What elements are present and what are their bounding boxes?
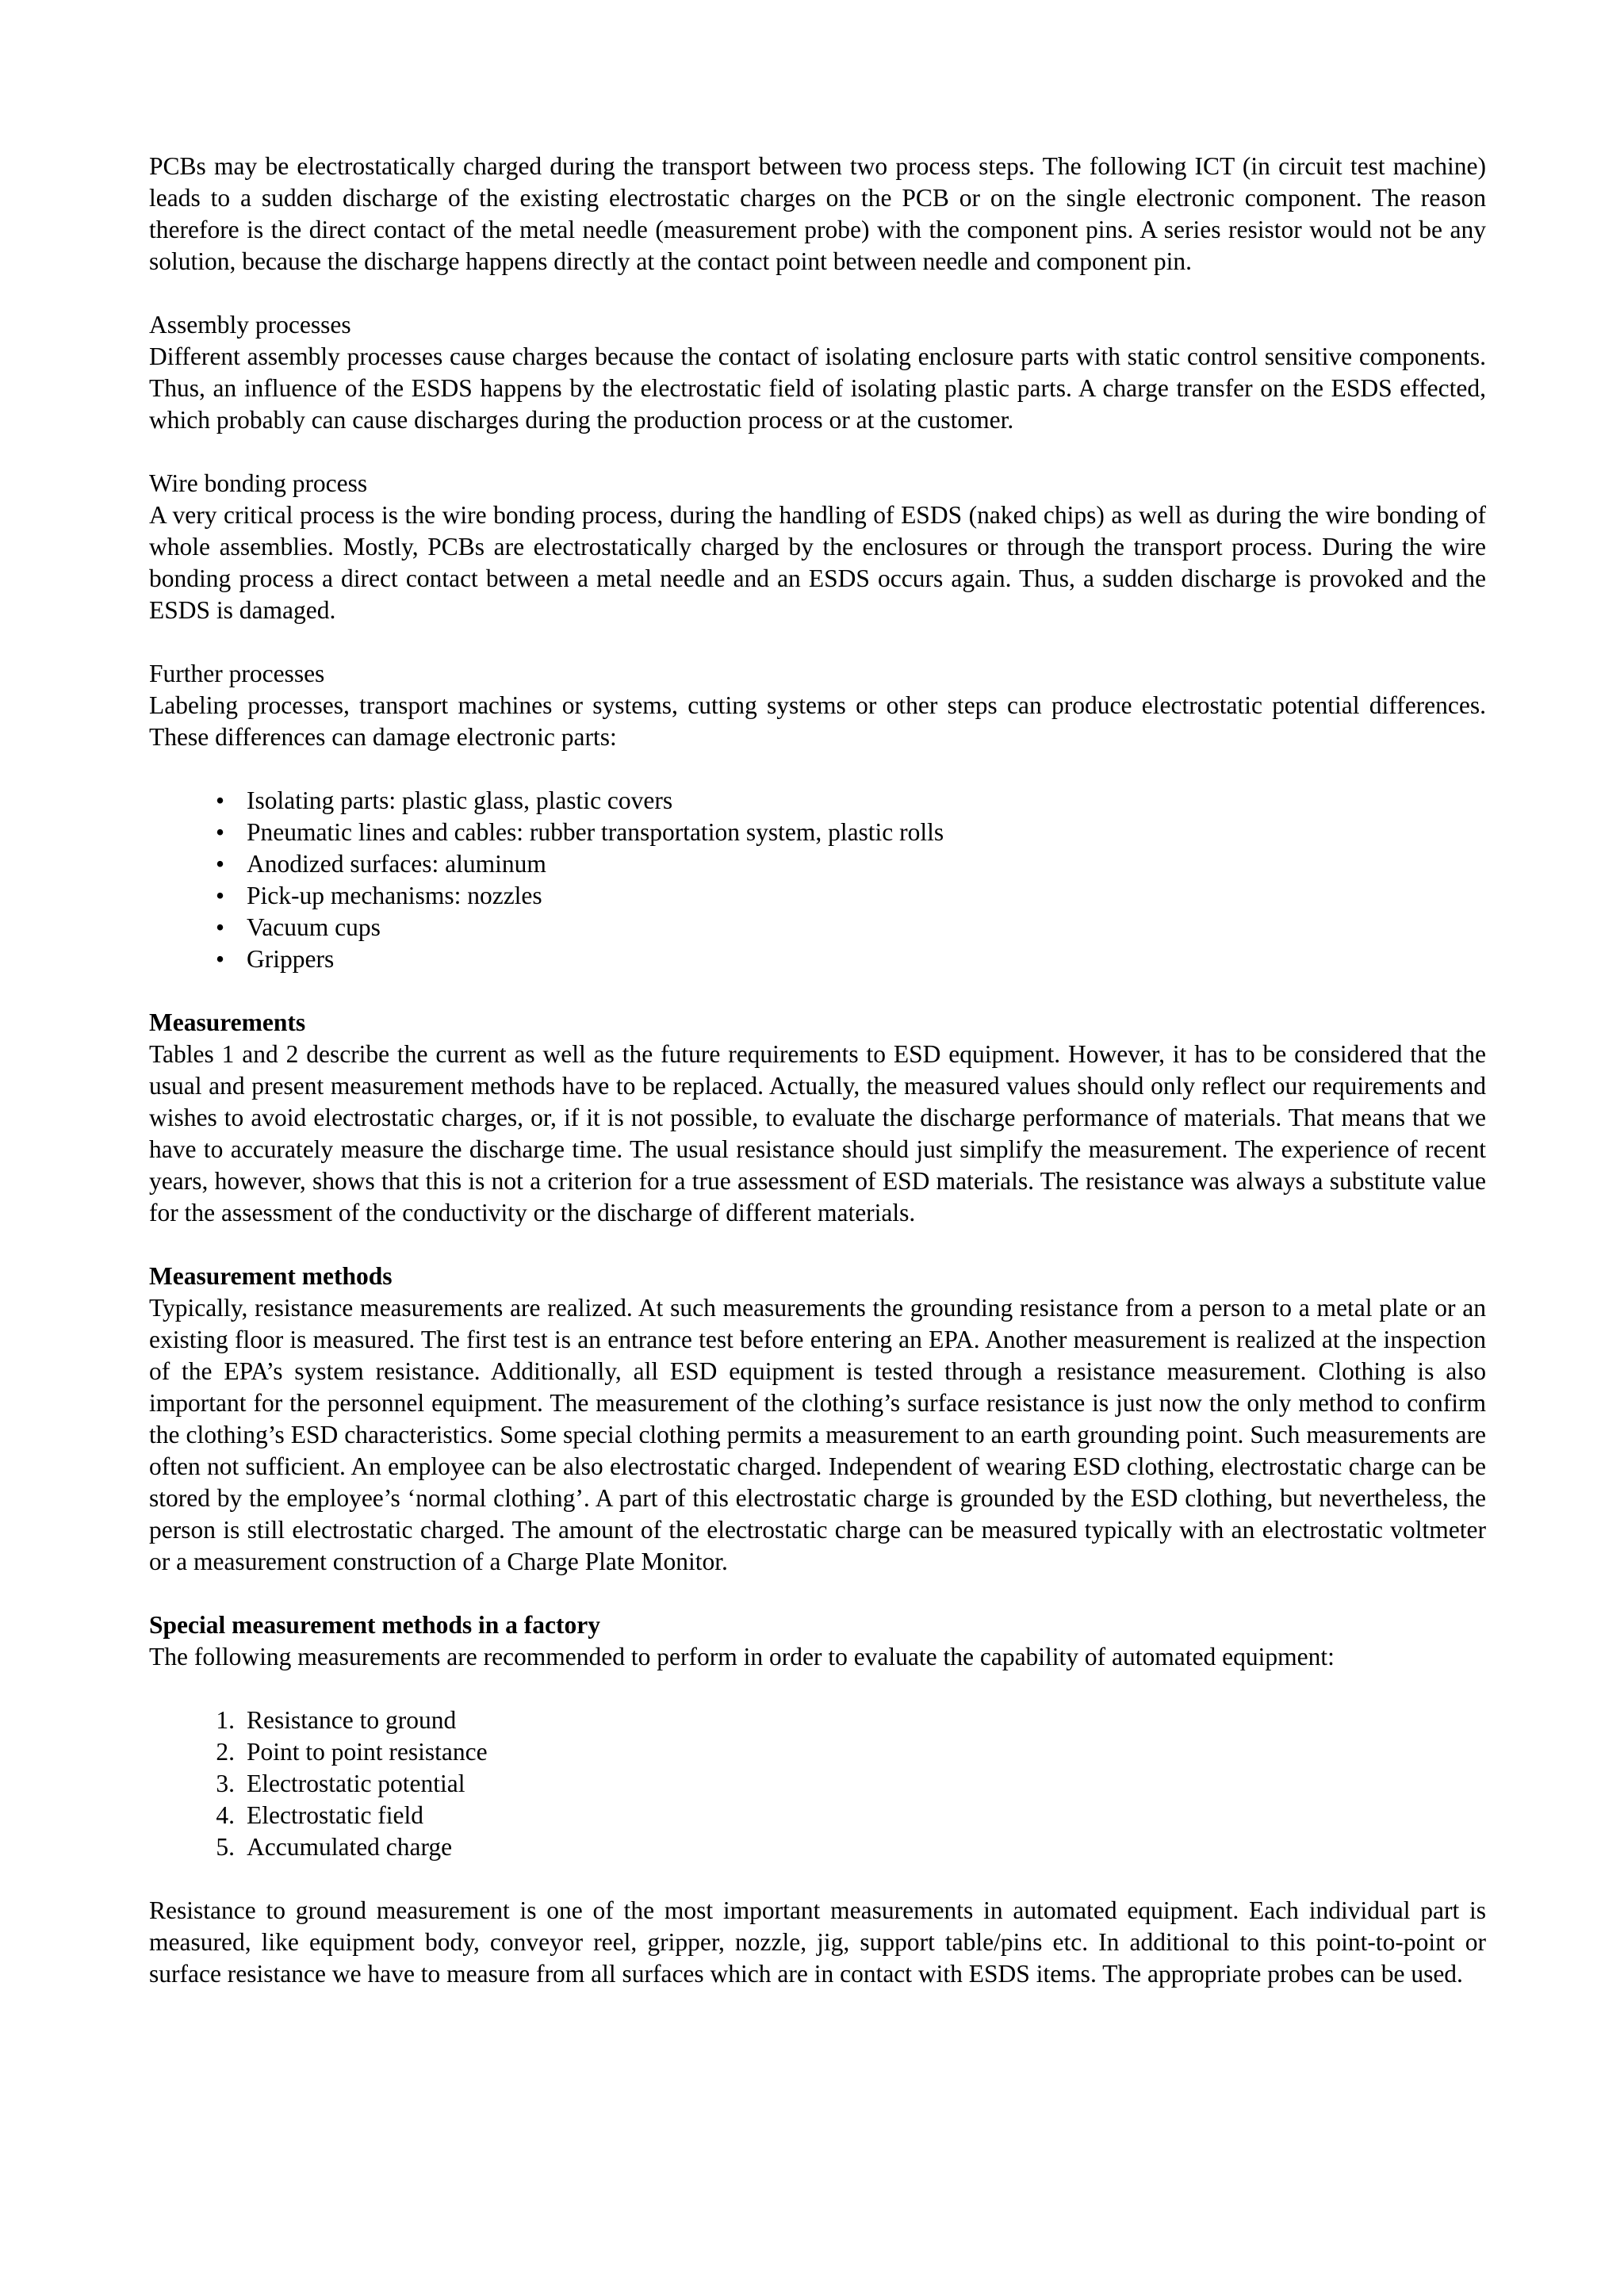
measurement-list	[149, 1705, 1486, 1863]
bullet-marker: •	[216, 945, 225, 973]
list-item	[149, 1831, 1486, 1863]
document-page	[149, 151, 1486, 2022]
measurements-section	[149, 1007, 1486, 1229]
list-item	[149, 785, 1486, 817]
intro-paragraph: PCBs may be electrostatically charged during the transport between two process steps. The following ICT (in circuit test machine) leads to a sudden discharge of the existing electrostatic charges on the PCB or on the single electronic component. The reason therefore is the direct contact of the metal needle (measurement probe) with the component pins. A series resistor would not be any solution, because the discharge happens directly at the contact point between needle and component pin.	[149, 152, 1486, 275]
measurements-paragraph: Tables 1 and 2 describe the current as well as the future requirements to ESD equipment. However, it has to be considered that the usual and present measurement methods have to be replaced. Actually, the measured values should only reflect our requirements and wishes to avoid electrostatic charges, or, if it is not possible, to evaluate the discharge performance of materials. That means that we have to accurately measure the discharge time. The usual resistance should just simplify the measurement. The experience of recent years, however, shows that this is not a criterion for a true assessment of ESD materials. The resistance was always a substitute value for the assessment of the conductivity or the discharge of different materials.	[149, 1040, 1486, 1226]
measurement-methods-heading: Measurement methods	[149, 1262, 393, 1290]
list-item	[149, 1705, 1486, 1736]
bullet-marker: •	[216, 882, 225, 909]
list-item	[149, 1800, 1486, 1831]
further-paragraph: Labeling processes, transport machines or systems, cutting systems or other steps can produce electrostatic potential differences. These differences can damage electronic parts:	[149, 691, 1486, 751]
list-item	[149, 1768, 1486, 1800]
hazard-list	[149, 785, 1486, 975]
list-item-text: Electrostatic potential	[247, 1770, 465, 1797]
list-item-text: Resistance to ground	[247, 1706, 457, 1734]
assembly-paragraph: Different assembly processes cause charges because the contact of isolating enclosure parts with static control sensitive components. Thus, an influence of the ESDS happens by the electrostatic field of isolating plastic parts. A charge transfer on the ESDS effected, which probably can cause discharges during the production process or at the customer.	[149, 342, 1486, 434]
measurements-heading: Measurements	[149, 1008, 306, 1036]
list-number: 4.	[216, 1801, 235, 1829]
list-item	[149, 1736, 1486, 1768]
further-section	[149, 658, 1486, 753]
closing-paragraph: Resistance to ground measurement is one of the most important measurements in automated equipment. Each individual part is measured, like equipment body, conveyor reel, gripper, nozzle, jig, support table/pins etc. In additional to this point-to-point or surface resistance we have to measure from all surfaces which are in contact with ESDS items. The appropriate probes can be used.	[149, 1896, 1486, 1988]
list-item	[149, 848, 1486, 880]
list-number: 1.	[216, 1706, 235, 1734]
assembly-heading: Assembly processes	[149, 311, 351, 339]
further-heading: Further processes	[149, 660, 325, 687]
special-methods-heading: Special measurement methods in a factory	[149, 1611, 600, 1639]
list-number: 3.	[216, 1770, 235, 1797]
list-item-text: Accumulated charge	[247, 1833, 453, 1861]
bullet-marker: •	[216, 850, 225, 878]
special-methods-section	[149, 1609, 1486, 1673]
list-item-text: Pneumatic lines and cables: rubber transportation system, plastic rolls	[247, 818, 944, 846]
list-item-text: Isolating parts: plastic glass, plastic covers	[247, 786, 673, 814]
assembly-section	[149, 309, 1486, 436]
wire-bonding-paragraph: A very critical process is the wire bonding process, during the handling of ESDS (naked chips) as well as during the wire bonding of whole assemblies. Mostly, PCBs are electrostatically charged by the enclosures or through the transport process. During the wire bonding process a direct contact between a metal needle and an ESDS occurs again. Thus, a sudden discharge is provoked and the ESDS is damaged.	[149, 501, 1486, 624]
list-item	[149, 880, 1486, 912]
measurement-methods-paragraph: Typically, resistance measurements are realized. At such measurements the grounding resistance from a person to a metal plate or an existing floor is measured. The first test is an entrance test before entering an EPA. Another measurement is realized at the inspection of the EPA’s system resistance. Additionally, all ESD equipment is tested through a resistance measurement. Clothing is also important for the personnel equipment. The measurement of the clothing’s surface resistance is just now the only method to confirm the clothing’s ESD characteristics. Some special clothing permits a measurement to an earth grounding point. Such measurements are often not sufficient. An employee can be also electrostatic charged. Independent of wearing ESD clothing, electrostatic charge can be stored by the employee’s ‘normal clothing’. A part of this electrostatic charge is grounded by the ESD clothing, but nevertheless, the person is still electrostatic charged. The amount of the electrostatic charge can be measured typically with an electrostatic voltmeter or a measurement construction of a Charge Plate Monitor.	[149, 1294, 1486, 1575]
list-item-text: Electrostatic field	[247, 1801, 424, 1829]
list-item-text: Pick-up mechanisms: nozzles	[247, 882, 542, 909]
list-item-text: Grippers	[247, 945, 335, 973]
list-item-text: Point to point resistance	[247, 1738, 488, 1766]
bullet-marker: •	[216, 786, 225, 814]
wire-bonding-heading: Wire bonding process	[149, 469, 368, 497]
list-item-text: Vacuum cups	[247, 913, 381, 941]
special-methods-paragraph: The following measurements are recommended to perform in order to evaluate the capability of automated equipment:	[149, 1643, 1335, 1670]
list-item-text: Anodized surfaces: aluminum	[247, 850, 546, 878]
list-item	[149, 817, 1486, 848]
list-item	[149, 912, 1486, 943]
list-item	[149, 943, 1486, 975]
list-number: 2.	[216, 1738, 235, 1766]
bullet-marker: •	[216, 818, 225, 846]
bullet-marker: •	[216, 913, 225, 941]
wire-bonding-section	[149, 468, 1486, 626]
measurement-methods-section	[149, 1261, 1486, 1578]
list-number: 5.	[216, 1833, 235, 1861]
